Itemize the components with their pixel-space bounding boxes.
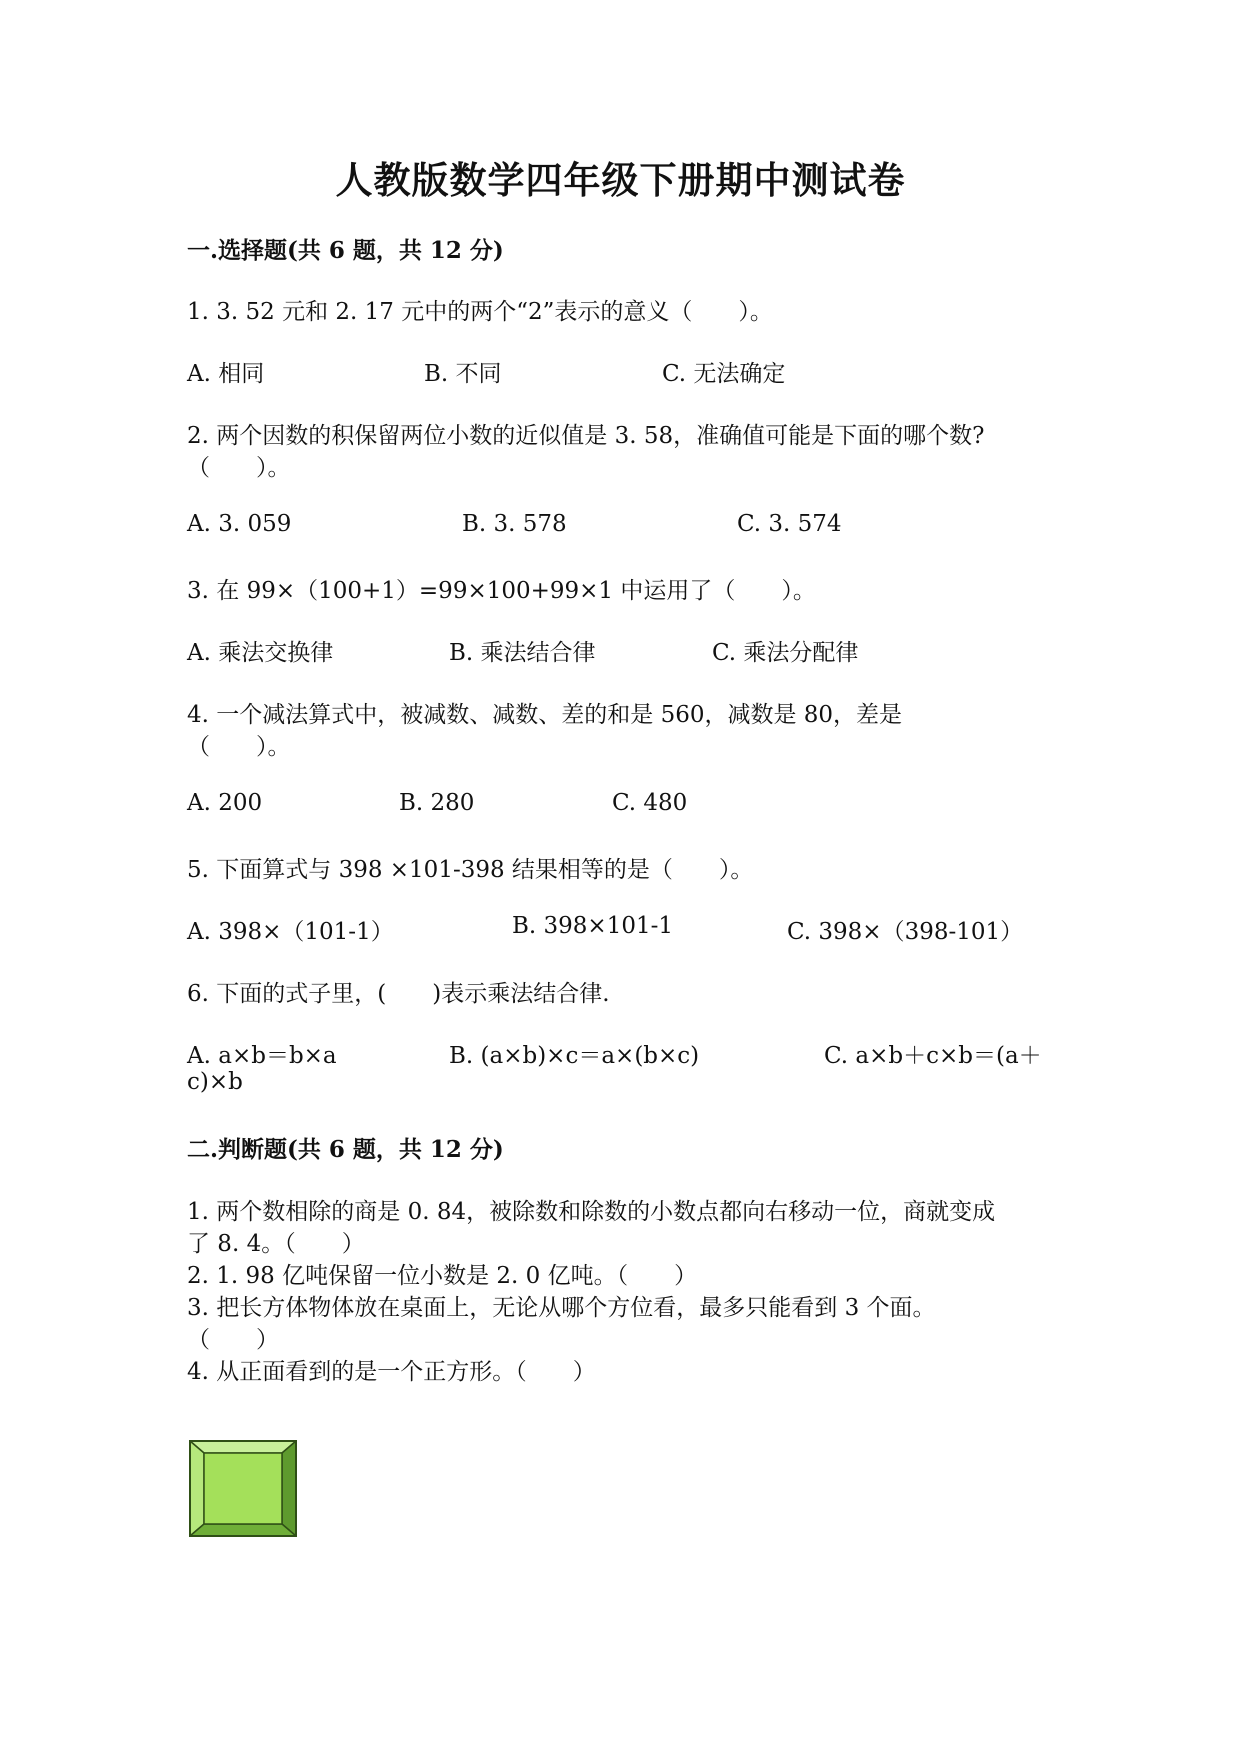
question-4-option-a: A. 200 [187,790,263,816]
question-6-option-c: C. a×b＋c×b＝(a＋ [824,1043,1042,1069]
section-heading-choice: 一.选择题(共 6 题，共 12 分) [187,237,504,264]
judgment-4-text: 4. 从正面看到的是一个正方形。（ ） [187,1359,596,1385]
judgment-2-text: 2. 1. 98 亿吨保留一位小数是 2. 0 亿吨。（ ） [187,1263,698,1289]
question-2-option-a: A. 3. 059 [187,511,292,537]
section-heading-judgment: 二.判断题(共 6 题，共 12 分) [187,1136,504,1163]
bevel-top [190,1441,296,1453]
question-5-option-b: B. 398×101-1 [512,913,673,939]
question-2-text: 2. 两个因数的积保留两位小数的近似值是 3. 58，准确值可能是下面的哪个数? [187,423,985,449]
question-3-text: 3. 在 99×（100+1）=99×100+99×1 中运用了（ ）。 [187,578,816,604]
question-2-option-c: C. 3. 574 [737,511,842,537]
question-3-option-a: A. 乘法交换律 [187,640,334,666]
question-6-text: 6. 下面的式子里，( )表示乘法结合律. [187,981,610,1007]
question-4-option-c: C. 480 [612,790,688,816]
question-3-option-c: C. 乘法分配律 [712,640,859,666]
question-3-option-b: B. 乘法结合律 [449,640,596,666]
square-face [204,1453,282,1524]
question-1-option-b: B. 不同 [424,361,502,387]
question-5-option-c: C. 398×（398-101） [787,919,1024,945]
judgment-1-text-cont: 了 8. 4。（ ） [187,1231,365,1257]
page-title: 人教版数学四年级下册期中测试卷 [335,158,906,202]
judgment-1-text: 1. 两个数相除的商是 0. 84，被除数和除数的小数点都向右移动一位，商就变成 [187,1199,996,1225]
bevel-bottom [190,1524,296,1536]
question-4-text: 4. 一个减法算式中，被减数、减数、差的和是 560，减数是 80，差是 [187,702,903,728]
question-6-option-b: B. (a×b)×c＝a×(b×c) [449,1043,700,1069]
question-1-option-a: A. 相同 [187,361,265,387]
question-4-text-cont: （ ）。 [187,734,291,760]
judgment-3-text-cont: （ ） [187,1327,279,1353]
green-square-figure [189,1440,297,1537]
question-5-text: 5. 下面算式与 398 ×101-398 结果相等的是（ ）。 [187,857,754,883]
question-4-option-b: B. 280 [399,790,475,816]
question-2-option-b: B. 3. 578 [462,511,567,537]
question-2-text-cont: （ ）。 [187,455,291,481]
judgment-3-text: 3. 把长方体物体放在桌面上，无论从哪个方位看，最多只能看到 3 个面。 [187,1295,936,1321]
question-5-option-a: A. 398×（101-1） [187,919,394,945]
bevel-left [190,1441,204,1536]
question-1-text: 1. 3. 52 元和 2. 17 元中的两个“2”表示的意义（ ）。 [187,299,773,325]
bevel-right [282,1441,296,1536]
question-1-option-c: C. 无法确定 [662,361,786,387]
question-6-option-a: A. a×b＝b×a [187,1043,337,1069]
question-6-option-c-cont: c)×b [187,1069,243,1095]
